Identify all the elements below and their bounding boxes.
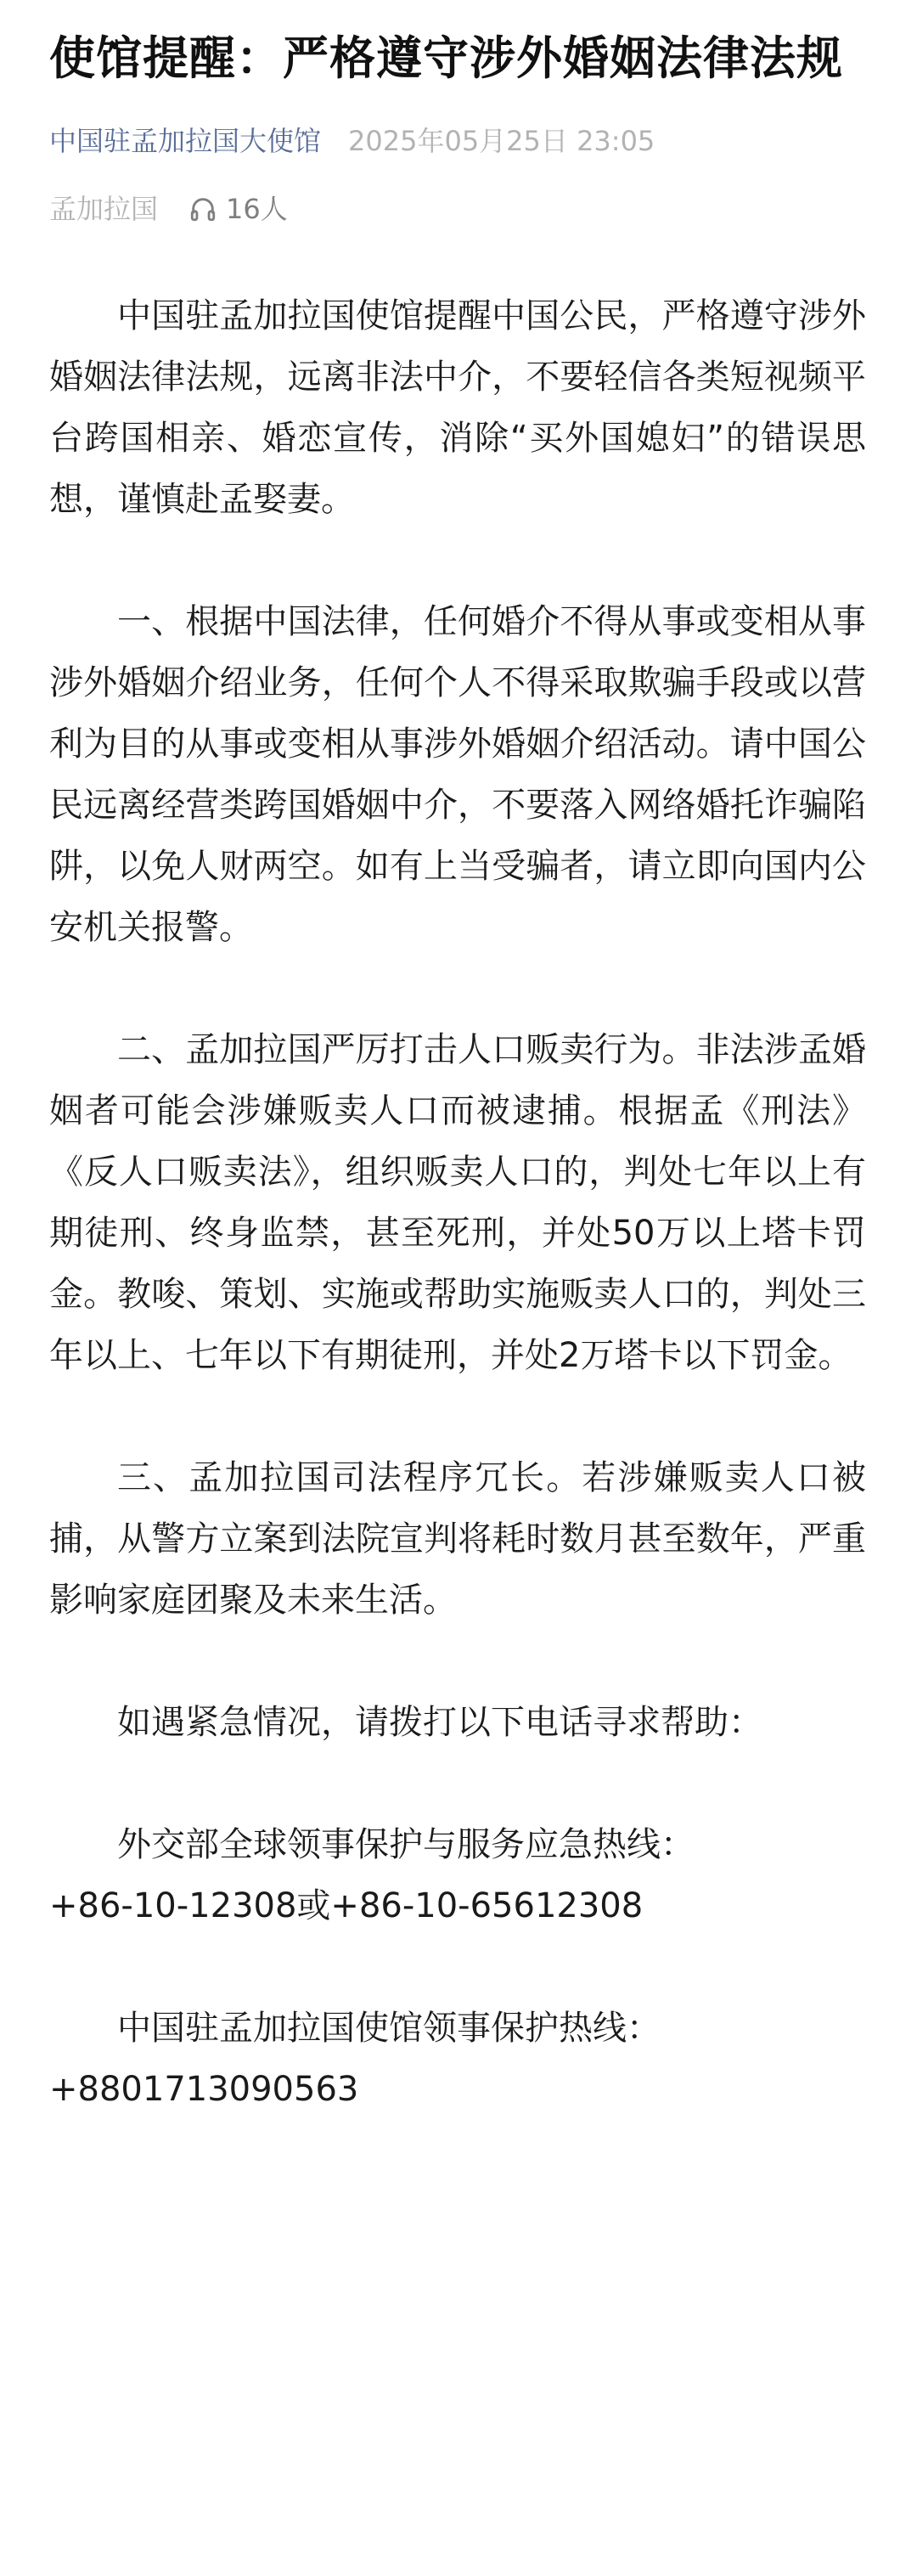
publish-time: 2025年05月25日 23:05 <box>348 125 655 157</box>
account-name-link[interactable]: 中国驻孟加拉国大使馆 <box>49 125 322 157</box>
article-meta-secondary <box>49 190 866 228</box>
paragraph-emergency: 如遇紧急情况，请拨打以下电话寻求帮助： <box>117 1703 762 1742</box>
paragraph-intro: 中国驻孟加拉国使馆提醒中国公民，严格遵守涉外婚姻法律法规，远离非法中介，不要轻信各类短视频平台跨国相亲、婚恋宣传，消除“买外国媳妇”的错误思想，谨慎赴孟娶妻。 <box>49 296 866 519</box>
article-title: 使馆提醒：严格遵守涉外婚姻法律法规 <box>49 31 843 85</box>
paragraph-point-2: 二、孟加拉国严厉打击人口贩卖行为。非法涉孟婚姻者可能会涉嫌贩卖人口而被逮捕。根据孟《刑法》《反人口贩卖法》，组织贩卖人口的，判处七年以上有期徒刑、终身监禁，甚至死刑，并处50万以上塔卡罚金。教唆、策划、实施或帮助实施贩卖人口的，判处三年以上、七年以下有期徒刑，并处2万塔卡以下罚金。 <box>49 1030 866 1375</box>
hotline-number-embassy[interactable]: +8801713090563 <box>49 2070 359 2109</box>
region-label: 孟加拉国 <box>49 193 159 225</box>
paragraph-point-3: 三、孟加拉国司法程序冗长。若涉嫌贩卖人口被捕，从警方立案到法院宣判将耗时数月甚至数年，严重影响家庭团聚及未来生活。 <box>49 1458 866 1620</box>
listener-count: 16人 <box>226 193 288 225</box>
article-content <box>49 285 866 2120</box>
listen-button[interactable] <box>188 190 288 228</box>
paragraph-point-1: 一、根据中国法律，任何婚介不得从事或变相从事涉外婚姻介绍业务，任何个人不得采取欺骗手段或以营利为目的从事或变相从事涉外婚姻介绍活动。请中国公民远离经营类跨国婚姻中介，不要落入网络婚托诈骗陷阱，以免人财两空。如有上当受骗者，请立即向国内公安机关报警。 <box>49 602 866 947</box>
hotline-label-embassy: 中国驻孟加拉国使馆领事保护热线： <box>117 2009 661 2048</box>
headphones-icon <box>188 194 217 223</box>
hotline-number-mfa[interactable]: +86-10-12308或+86-10-65612308 <box>49 1886 644 1925</box>
hotline-label-mfa: 外交部全球领事保护与服务应急热线： <box>117 1825 695 1864</box>
article-meta <box>49 122 866 160</box>
